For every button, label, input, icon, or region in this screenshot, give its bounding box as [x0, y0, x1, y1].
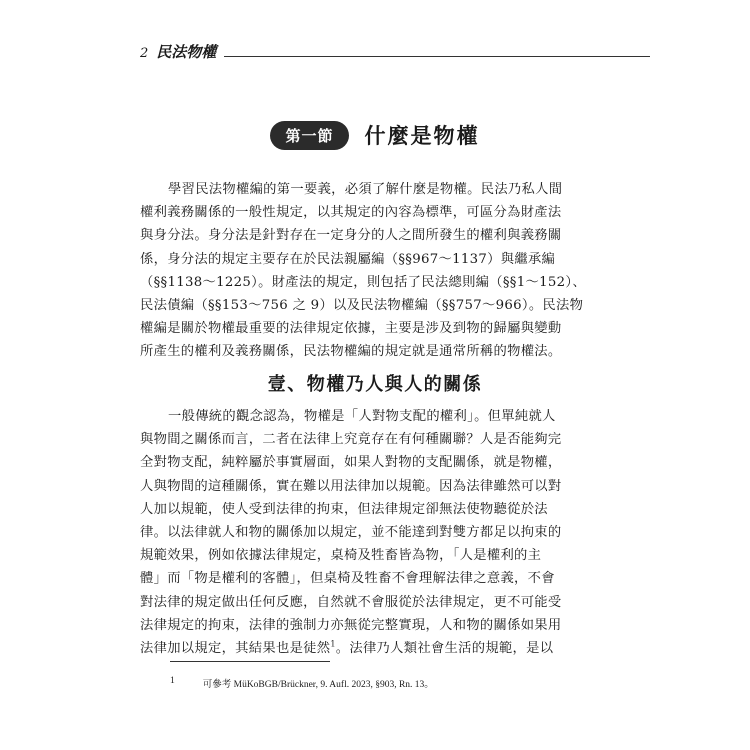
paragraph-line: 全對物支配，純粹屬於事實層面，如果人對物的支配關係，就是物權，	[140, 455, 562, 471]
paragraph-line: 與物間之關係而言，二者在法律上究竟存在有何種關聯？人是否能夠完	[140, 432, 562, 448]
paragraph-line: 對法律的規定做出任何反應，自然就不會服從於法律規定，更不可能受	[140, 594, 562, 610]
paragraph-2	[140, 405, 610, 660]
paragraph-line: 權利義務關係的一般性規定，以其規定的內容為標準，可區分為財產法	[140, 205, 562, 221]
paragraph-line: 體」而「物是權利的客體」，但桌椅及牲畜不會理解法律之意義，不會	[140, 571, 555, 587]
section-label-badge: 第一節	[270, 121, 348, 150]
paragraph-line: 人與物間的這種關係，實在難以用法律加以規範。因為法律雖然可以對	[140, 478, 562, 494]
running-header	[140, 36, 650, 60]
paragraph-line: 所產生的權利及義務關係，民法物權編的規定就是通常所稱的物權法。	[140, 344, 562, 360]
paragraph-line: 一般傳統的觀念認為，物權是「人對物支配的權利」。但單純就人	[168, 409, 556, 424]
paragraph-line: 人加以規範，使人受到法律的拘束，但法律規定卻無法使物聽從於法	[140, 501, 548, 517]
paragraph-text: 法律加以規定，其結果也是徒然	[140, 641, 331, 657]
paragraph-line: 民法債編（§§153～756 之 9）以及民法物權編（§§757～966）。民法物	[140, 298, 584, 314]
paragraph-1	[140, 178, 610, 364]
paragraph-line: 與身分法。身分法是針對存在一定身分的人之間所發生的權利與義務關	[140, 228, 562, 244]
paragraph-line: 權編是關於物權最重要的法律規定依據，主要是涉及到物的歸屬與變動	[140, 321, 562, 337]
section-heading	[0, 120, 750, 150]
subsection-title: 壹、物權乃人與人的關係	[267, 374, 483, 395]
header-rule	[224, 56, 650, 57]
section-title: 什麼是物權	[364, 123, 480, 148]
running-title: 民法物權	[156, 43, 217, 61]
paragraph-line: 學習民法物權編的第一要義，必須了解什麼是物權。民法乃私人間	[168, 182, 563, 197]
paragraph-line: 法律規定的拘束，法律的強制力亦無從完整實現，人和物的關係如果用	[140, 617, 562, 633]
paragraph-line: （§§1138～1225）。財產法的規定，則包括了民法總則編（§§1～152）、	[140, 274, 586, 290]
paragraph-line: 規範效果，例如依據法律規定，桌椅及牲畜皆為物，「人是權利的主	[140, 548, 542, 564]
paragraph-text: 。法律乃人類社會生活的規範，是以	[335, 641, 554, 657]
footnote-divider	[170, 661, 330, 662]
paragraph-line-with-footnote	[140, 637, 610, 660]
page-number: 2	[140, 46, 149, 61]
footnote-reference[interactable]: 1	[330, 639, 336, 649]
footnote-text: 可參考 MüKoBGB/Brückner, 9. Aufl. 2023, §903, Rn. 13。	[202, 680, 434, 690]
paragraph-line: 律。以法律就人和物的關係加以規定，並不能達到對雙方都足以拘束的	[140, 525, 562, 541]
paragraph-line: 係，身分法的規定主要存在於民法親屬編（§§967～1137）與繼承編	[140, 251, 556, 267]
footnote-number: 1	[170, 676, 175, 686]
footnote	[170, 676, 434, 690]
